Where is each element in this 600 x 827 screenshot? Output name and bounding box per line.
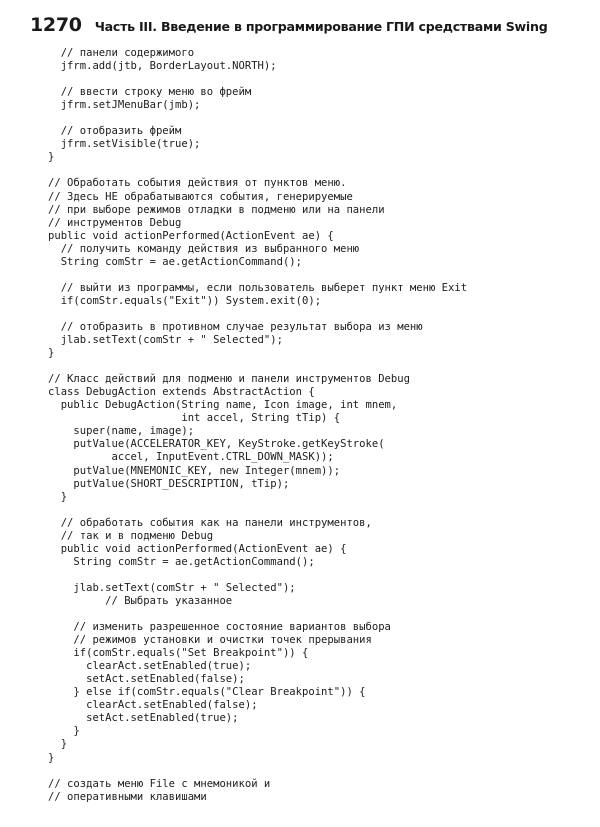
code-line: // так и в подменю Debug xyxy=(48,529,214,542)
code-line: // изменить разрешенное состояние вариантов выбора xyxy=(48,621,391,634)
code-line: } else if(comStr.equals("Clear Breakpoint")) { xyxy=(48,686,366,699)
page-header xyxy=(30,14,547,40)
code-line: String comStr = ae.getActionCommand(); xyxy=(48,555,315,568)
code-line: jfrm.setVisible(true); xyxy=(48,138,201,151)
code-line: jfrm.add(jtb, BorderLayout.NORTH); xyxy=(48,60,277,73)
code-line: // отобразить фрейм xyxy=(48,125,182,138)
running-head: Часть III. Введение в программирование ГПИ средствами Swing xyxy=(94,19,548,34)
code-line: } xyxy=(48,751,55,764)
code-line: // ввести строку меню во фрейм xyxy=(48,86,252,99)
code-line xyxy=(48,269,467,282)
code-line: // Выбрать указанное xyxy=(48,594,233,607)
code-line: // создать меню File с мнемоникой и xyxy=(48,777,271,790)
code-line: } xyxy=(48,738,68,751)
code-line xyxy=(48,504,467,517)
code-line: putValue(ACCELERATOR_KEY, KeyStroke.getKeyStroke( xyxy=(48,438,385,451)
code-line: putValue(MNEMONIC_KEY, new Integer(mnem)); xyxy=(48,464,341,477)
code-line xyxy=(48,164,467,177)
code-line: // режимов установки и очистки точек прерывания xyxy=(48,634,372,647)
code-line: // оперативными клавишами xyxy=(48,790,207,803)
code-line: if(comStr.equals("Set Breakpoint")) { xyxy=(48,647,309,660)
code-line: setAct.setEnabled(false); xyxy=(48,673,245,686)
code-line: putValue(SHORT_DESCRIPTION, tTip); xyxy=(48,477,290,490)
code-line xyxy=(48,308,467,321)
code-line: public void actionPerformed(ActionEvent ae) { xyxy=(48,542,347,555)
code-line: class DebugAction extends AbstractAction { xyxy=(48,386,315,399)
code-line: setAct.setEnabled(true); xyxy=(48,712,239,725)
code-line: String comStr = ae.getActionCommand(); xyxy=(48,255,302,268)
code-line: // Здесь НЕ обрабатываются события, генерируемые xyxy=(48,190,353,203)
code-line xyxy=(48,112,467,125)
code-line: int accel, String tTip) { xyxy=(48,412,341,425)
code-line: if(comStr.equals("Exit")) System.exit(0); xyxy=(48,294,322,307)
code-line: public DebugAction(String name, Icon image, int mnem, xyxy=(48,399,398,412)
code-line: clearAct.setEnabled(false); xyxy=(48,699,258,712)
code-line: // выйти из программы, если пользователь выберет пункт меню Exit xyxy=(48,281,468,294)
code-line: jlab.setText(comStr + " Selected"); xyxy=(48,334,283,347)
code-line: } xyxy=(48,490,68,503)
code-line: // инструментов Debug xyxy=(48,216,182,229)
code-line xyxy=(48,608,467,621)
code-line: } xyxy=(48,725,80,738)
page-number: 1270 xyxy=(30,14,82,36)
code-line: jfrm.setJMenuBar(jmb); xyxy=(48,99,201,112)
code-line: accel, InputEvent.CTRL_DOWN_MASK)); xyxy=(48,451,334,464)
code-line: jlab.setText(comStr + " Selected"); xyxy=(48,581,296,594)
code-line: // панели содержимого xyxy=(48,47,195,59)
code-line: clearAct.setEnabled(true); xyxy=(48,660,252,673)
code-line: super(name, image); xyxy=(48,425,195,438)
code-line xyxy=(48,73,467,86)
code-line: } xyxy=(48,347,55,360)
code-line: } xyxy=(48,151,55,164)
code-listing xyxy=(48,47,467,804)
code-line: // отобразить в противном случае результат выбора из меню xyxy=(48,320,423,333)
code-line: public void actionPerformed(ActionEvent ae) { xyxy=(48,229,334,242)
code-line: // обработать события как на панели инструментов, xyxy=(48,516,372,529)
code-line: // получить команду действия из выбранного меню xyxy=(48,242,360,255)
code-line xyxy=(48,569,467,582)
code-line: // Обработать события действия от пунктов меню. xyxy=(48,177,347,190)
code-line xyxy=(48,765,467,778)
code-line: // при выборе режимов отладки в подменю или на панели xyxy=(48,203,385,216)
code-line: // Класс действий для подменю и панели инструментов Debug xyxy=(48,373,410,386)
code-line xyxy=(48,360,467,373)
